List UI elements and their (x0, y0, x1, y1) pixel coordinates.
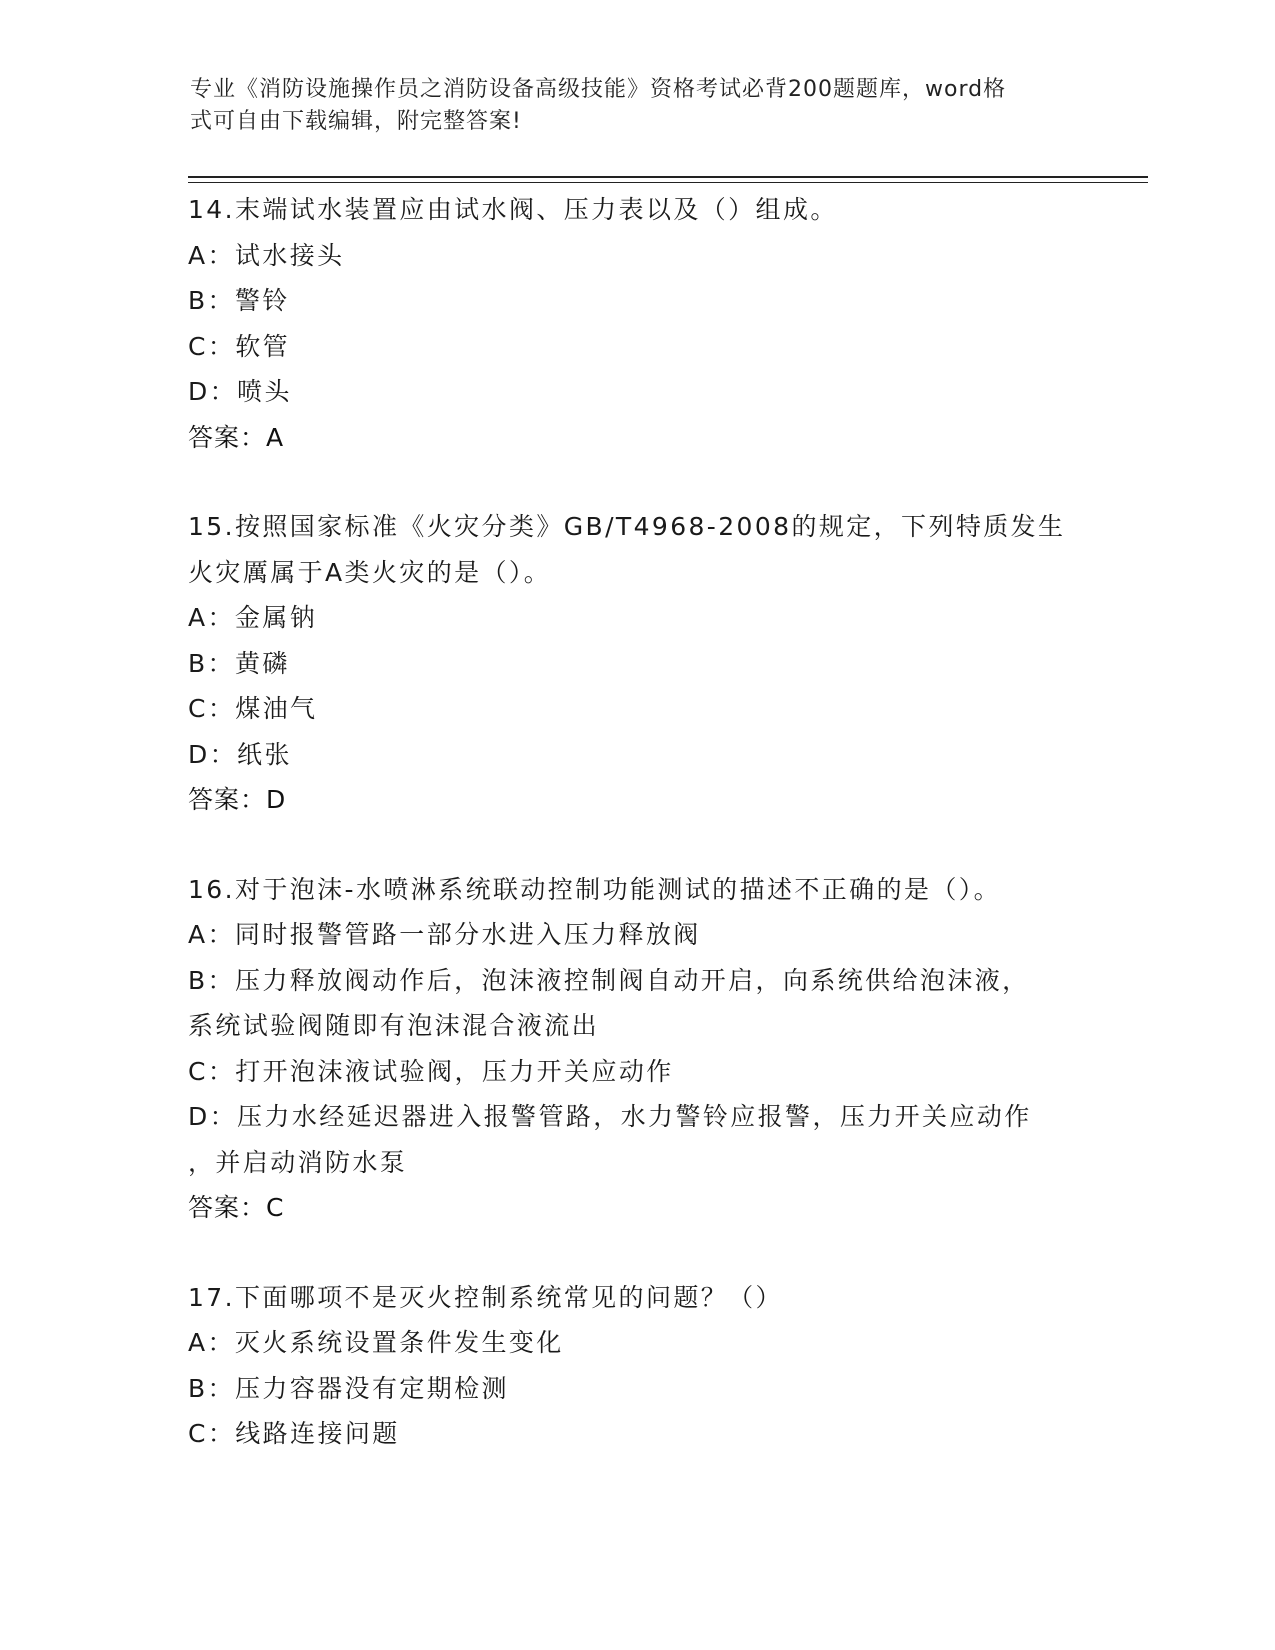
answer-option: A：灭火系统设置条件发生变化 (188, 1328, 564, 1357)
answer-option: C：软管 (188, 331, 291, 361)
answer-option: D：压力水经延迟器进入报警管路，水力警铃应报警，压力开关应动作 (188, 1102, 1032, 1131)
question-block (188, 187, 1088, 460)
answer-key: 答案：D (188, 785, 287, 814)
question-block (188, 1275, 1088, 1457)
header-line-2: 式可自由下载编辑，附完整答案! (190, 109, 522, 134)
question-stem: 17.下面哪项不是灭火控制系统常见的问题？（） (188, 1282, 783, 1312)
question-stem: 火灾厲属于A类火灾的是（）。 (188, 557, 552, 587)
question-stem: 14.末端试水装置应由试水阀、压力表以及（）组成。 (188, 195, 838, 224)
answer-option: B：压力容器没有定期检测 (188, 1373, 509, 1403)
answer-option: 系统试验阀随即有泡沫混合液流出 (188, 1011, 600, 1040)
question-block (188, 504, 1088, 823)
answer-option: A：同时报警管路一部分水进入压力释放阀 (188, 920, 701, 949)
question-stem: 15.按照国家标准《火灾分类》GB/T4968-2008的规定，下列特质发生 (188, 512, 1066, 541)
answer-option: B：黄磷 (188, 648, 290, 678)
answer-option: D：喷头 (188, 377, 292, 406)
answer-option: C：线路连接问题 (188, 1419, 400, 1448)
answer-key: 答案：A (188, 422, 285, 452)
answer-option: C：打开泡沫液试验阀，压力开关应动作 (188, 1056, 674, 1086)
document-header (190, 74, 1080, 138)
answer-option: A：金属钠 (188, 603, 318, 632)
question-list (188, 187, 1088, 1501)
header-divider-thin (188, 182, 1148, 183)
answer-option: B：压力释放阀动作后，泡沫液控制阀自动开启，向系统供给泡沫液， (188, 965, 1030, 995)
question-stem: 16.对于泡沫-水喷淋系统联动控制功能测试的描述不正确的是（）。 (188, 874, 1002, 904)
answer-key: 答案：C (188, 1193, 285, 1222)
question-block (188, 867, 1088, 1231)
answer-option: ，并启动消防水泵 (188, 1147, 408, 1177)
header-line-1: 专业《消防设施操作员之消防设备高级技能》资格考试必背200题题库，word格 (190, 77, 1007, 102)
answer-option: A：试水接头 (188, 240, 345, 270)
answer-option: C：煤油气 (188, 694, 318, 723)
answer-option: B：警铃 (188, 286, 290, 315)
header-divider-thick (188, 176, 1148, 178)
answer-option: D：纸张 (188, 739, 292, 769)
